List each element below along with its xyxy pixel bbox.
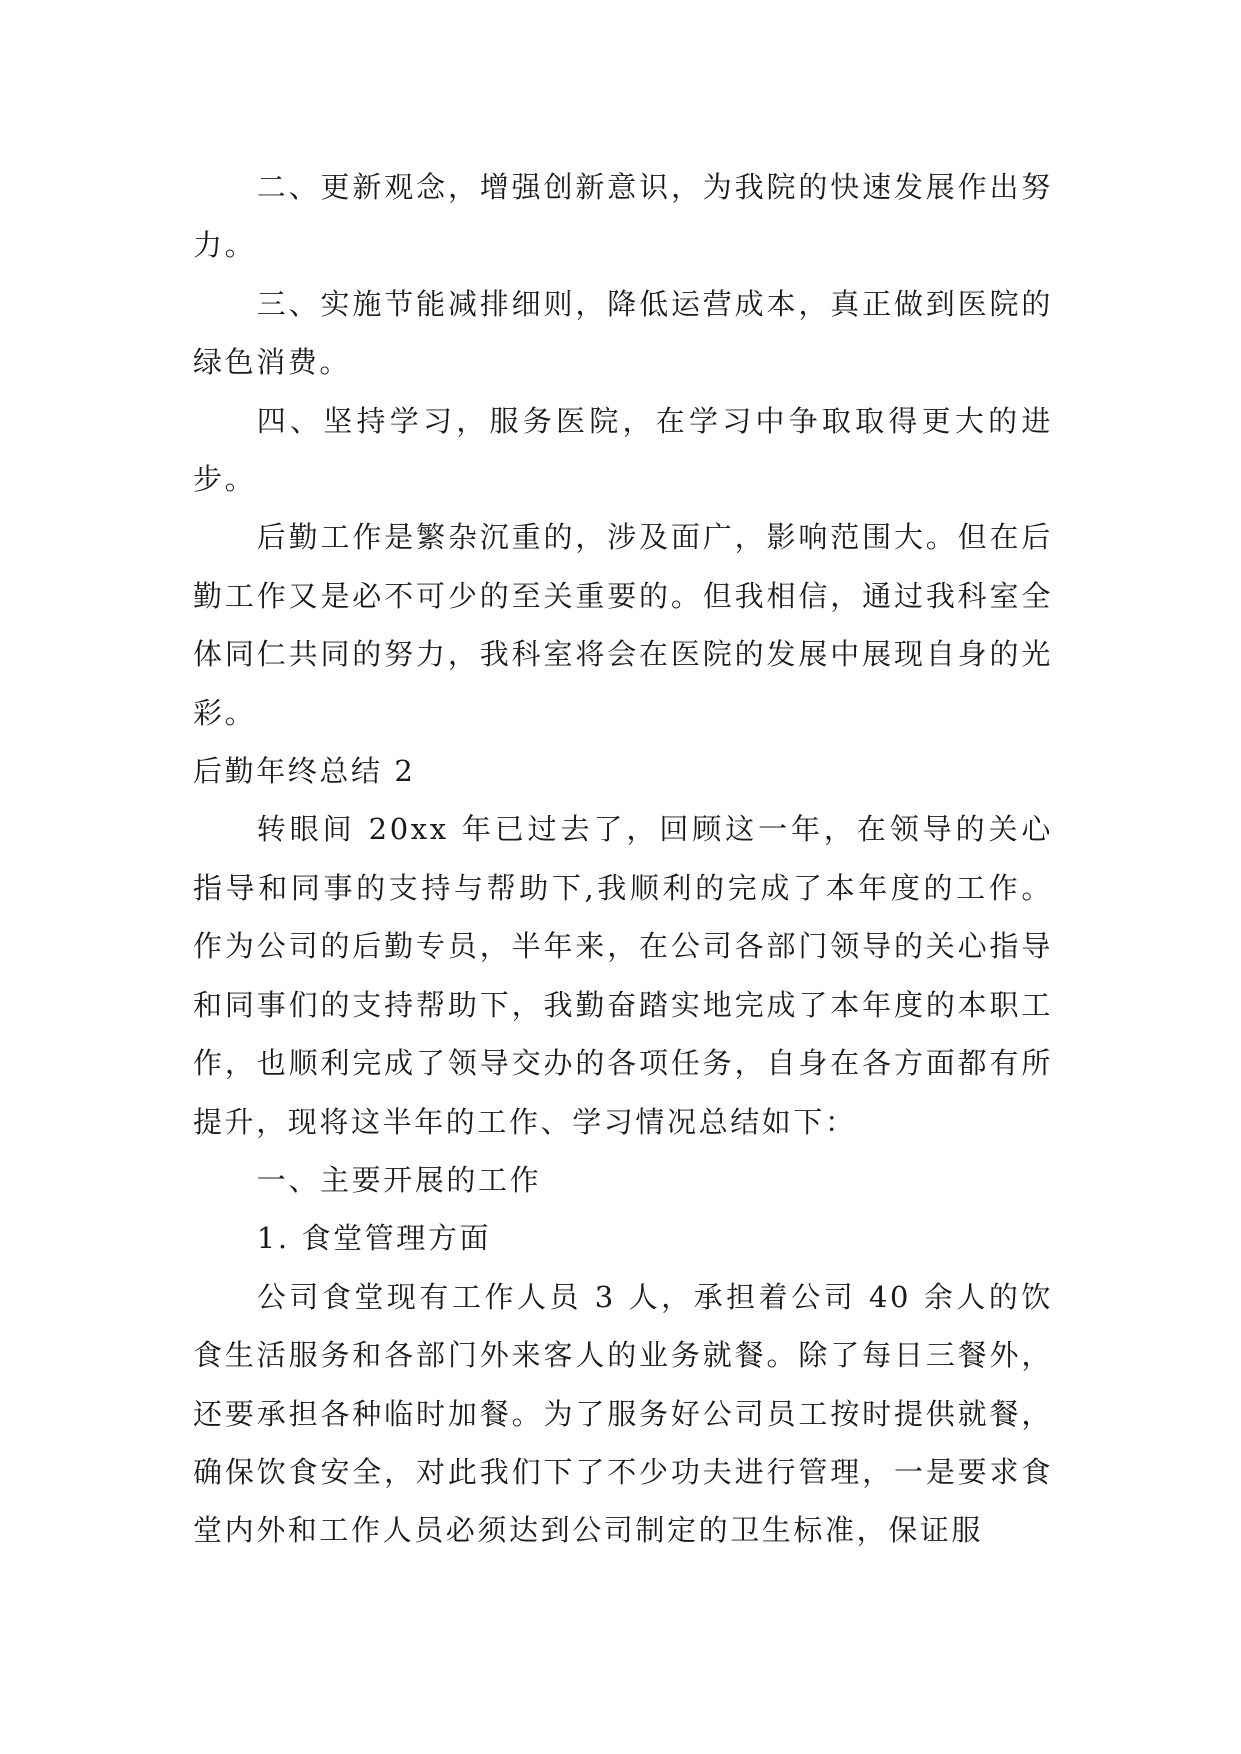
subheading-main-work: 一、主要开展的工作 (256, 1162, 542, 1197)
paragraph-2: 三、实施节能减排细则，降低运营成本，真正做到医院的绿色消费。 (193, 286, 1053, 380)
document-body (193, 158, 1053, 1560)
paragraph-5: 转眼间 20xx 年已过去了，回顾这一年，在领导的关心指导和同事的支持与帮助下,我顺利的完成了本年度的工作。作为公司的后勤专员，半年来，在公司各部门领导的关心指导和同事们的支持帮助下，我勤奋踏实地完成了本年度的本职工作，也顺利完成了领导交办的各项任务，自身在各方面都有所提升，现将这半年的工作、学习情况总结如下： (193, 812, 1053, 1139)
paragraph-1: 二、更新观念，增强创新意识，为我院的快速发展作出努力。 (193, 170, 1053, 263)
paragraph-3: 四、坚持学习，服务医院，在学习中争取取得更大的进步。 (193, 403, 1053, 497)
paragraph-6: 公司食堂现有工作人员 3 人，承担着公司 40 余人的饮食生活服务和各部门外来客人的业务就餐。除了每日三餐外，还要承担各种临时加餐。为了服务好公司员工按时提供就餐，确保饮食安全，对此我们下了不少功夫进行管理，一是要求食堂内外和工作人员必须达到公司制定的卫生标准，保证服 (193, 1279, 1053, 1548)
paragraph-4: 后勤工作是繁杂沉重的，涉及面广，影响范围大。但在后勤工作又是必不可少的至关重要的。但我相信，通过我科室全体同仁共同的努力，我科室将会在医院的发展中展现自身的光彩。 (193, 520, 1053, 730)
subheading-canteen: 1. 食堂管理方面 (256, 1221, 492, 1256)
section-heading: 后勤年终总结 2 (193, 754, 416, 789)
